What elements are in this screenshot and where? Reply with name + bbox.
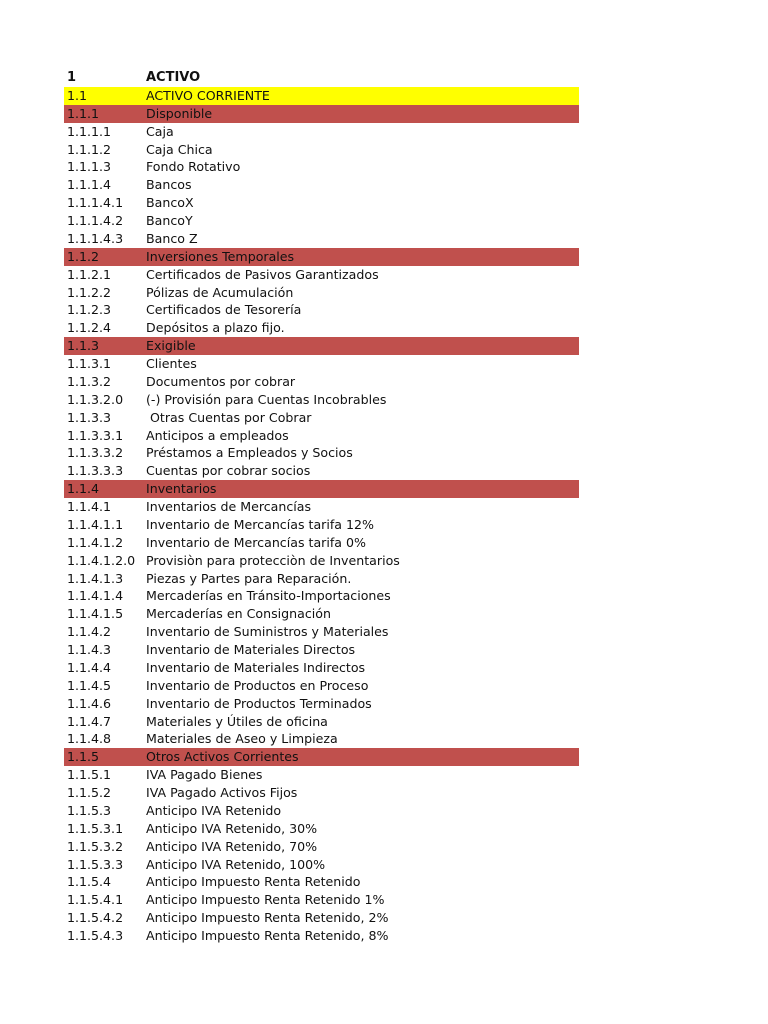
- account-code: 1.1.3.3: [67, 409, 112, 425]
- account-name: Mercaderías en Tránsito-Importaciones: [146, 588, 391, 604]
- account-code: 1.1.4.1.2: [67, 534, 124, 550]
- account-name: (-) Provisión para Cuentas Incobrables: [146, 391, 387, 407]
- account-name: Caja: [146, 123, 174, 139]
- account-code: 1.1.1.4: [67, 177, 112, 193]
- account-group-row: [64, 748, 579, 766]
- account-name: Piezas y Partes para Reparación.: [146, 570, 352, 586]
- account-code: 1.1.1.1: [67, 123, 112, 139]
- account-row: [64, 319, 579, 337]
- account-row: [64, 641, 579, 659]
- account-code: 1.1.1.4.2: [67, 213, 124, 228]
- account-name: Certificados de Tesorería: [146, 302, 302, 318]
- account-code: 1.1.4.4: [67, 659, 112, 675]
- account-name: BancoY: [146, 213, 193, 228]
- account-row: [64, 373, 579, 391]
- account-name: ACTIVO: [146, 70, 201, 85]
- account-name: Fondo Rotativo: [146, 159, 241, 175]
- account-name: Anticipo Impuesto Renta Retenido, 8%: [146, 928, 389, 943]
- account-group-row: [64, 248, 579, 266]
- account-row: [64, 695, 579, 713]
- account-name: Anticipo IVA Retenido, 100%: [146, 856, 326, 872]
- account-name: IVA Pagado Activos Fijos: [146, 785, 298, 800]
- account-row: [64, 212, 579, 230]
- account-name: Anticipo Impuesto Renta Retenido, 2%: [146, 910, 389, 926]
- account-name: Anticipo Impuesto Renta Retenido 1%: [146, 892, 385, 908]
- account-name: Inversiones Temporales: [146, 248, 295, 264]
- account-code: 1.1.3.3.3: [67, 463, 124, 479]
- account-code: 1.1.3.3.1: [67, 427, 124, 443]
- account-name: Documentos por cobrar: [146, 373, 296, 389]
- account-row: [64, 856, 579, 874]
- account-code: 1.1.2.4: [67, 320, 112, 336]
- account-code: 1.1.1.4.1: [67, 195, 124, 211]
- account-group-row: [64, 105, 579, 123]
- account-row: [64, 927, 579, 945]
- account-name: Materiales y Útiles de oficina: [146, 713, 328, 729]
- account-name: Inventario de Materiales Indirectos: [146, 659, 366, 675]
- account-row: [64, 194, 579, 212]
- account-code: 1.1.5.3.2: [67, 838, 124, 854]
- account-name: Exigible: [146, 338, 196, 354]
- account-row: [64, 570, 579, 588]
- account-code: 1.1.5.2: [67, 785, 112, 800]
- account-code: 1.1.3.2: [67, 373, 112, 389]
- account-code: 1.1.1.4.3: [67, 230, 124, 246]
- account-row: [64, 713, 579, 731]
- account-code: 1.1.5.3: [67, 802, 112, 818]
- account-name: Mercaderías en Consignación: [146, 606, 331, 622]
- account-code: 1.1.2: [67, 248, 100, 264]
- account-code: 1.1.3: [67, 338, 100, 354]
- account-code: 1.1.3.1: [67, 356, 112, 371]
- account-code: 1.1.5.1: [67, 767, 112, 783]
- account-name: Provisiòn para protecciòn de Inventarios: [146, 552, 400, 568]
- account-row: [64, 909, 579, 927]
- account-code: 1.1: [67, 87, 88, 103]
- account-row: [64, 158, 579, 176]
- account-name: Disponible: [146, 105, 213, 121]
- account-name: BancoX: [146, 195, 194, 211]
- account-code: 1.1.5.3.3: [67, 856, 124, 872]
- account-name: Anticipo IVA Retenido, 30%: [146, 820, 318, 836]
- account-row: [64, 141, 579, 159]
- account-code: 1.1.4.1.4: [67, 588, 124, 604]
- account-code: 1.1.4: [67, 481, 100, 497]
- account-code: 1.1.5.3.1: [67, 820, 124, 836]
- account-name: Inventario de Productos en Proceso: [146, 677, 369, 693]
- account-code: 1.1.5.4.1: [67, 892, 124, 908]
- account-code: 1.1.2.2: [67, 284, 112, 300]
- account-group-row: [64, 337, 579, 355]
- account-row: [64, 587, 579, 605]
- account-code: 1.1.4.1: [67, 499, 112, 514]
- account-name: Inventario de Materiales Directos: [146, 642, 356, 657]
- chart-of-accounts-sheet: [64, 69, 579, 945]
- account-name: Inventario de Mercancías tarifa 12%: [146, 516, 374, 532]
- account-name: Otras Cuentas por Cobrar: [146, 409, 312, 425]
- account-row: [64, 659, 579, 677]
- account-name: Certificados de Pasivos Garantizados: [146, 266, 379, 282]
- account-name: Inventario de Productos Terminados: [146, 695, 372, 711]
- account-code: 1: [67, 70, 77, 85]
- account-name: Cuentas por cobrar socios: [146, 463, 311, 479]
- account-code: 1.1.4.1.2.0: [67, 552, 136, 568]
- account-row: [64, 301, 579, 319]
- account-code: 1.1.2.3: [67, 302, 112, 318]
- account-code: 1.1.1: [67, 105, 100, 121]
- account-name: Caja Chica: [146, 141, 213, 157]
- account-code: 1.1.4.5: [67, 677, 112, 693]
- account-name: Inventario de Suministros y Materiales: [146, 624, 389, 640]
- account-row: [64, 427, 579, 445]
- account-code: 1.1.5.4.2: [67, 910, 124, 926]
- account-row: [64, 730, 579, 748]
- account-row: [64, 176, 579, 194]
- account-code: 1.1.5: [67, 749, 100, 765]
- account-row: [64, 677, 579, 695]
- account-code: 1.1.4.6: [67, 695, 112, 711]
- account-group-row: [64, 87, 579, 105]
- account-code: 1.1.5.4.3: [67, 928, 124, 943]
- account-name: Anticipos a empleados: [146, 427, 289, 443]
- account-row: [64, 605, 579, 623]
- account-row: [64, 266, 579, 284]
- account-name: Pólizas de Acumulación: [146, 284, 294, 300]
- account-name: Materiales de Aseo y Limpieza: [146, 731, 338, 747]
- account-name: Banco Z: [146, 230, 198, 246]
- account-name: Bancos: [146, 177, 192, 193]
- account-name: Otros Activos Corrientes: [146, 749, 299, 765]
- account-row: [64, 462, 579, 480]
- account-name: Anticipo IVA Retenido: [146, 802, 282, 818]
- account-code: 1.1.4.3: [67, 642, 112, 657]
- account-name: IVA Pagado Bienes: [146, 767, 263, 783]
- account-code: 1.1.4.2: [67, 624, 112, 640]
- account-row: [64, 516, 579, 534]
- account-row: [64, 873, 579, 891]
- account-row: [64, 444, 579, 462]
- account-name: Depósitos a plazo fijo.: [146, 320, 285, 336]
- account-row: [64, 391, 579, 409]
- account-name: Anticipo Impuesto Renta Retenido: [146, 874, 361, 890]
- account-row: [64, 123, 579, 141]
- account-row: [64, 534, 579, 552]
- account-row: [64, 891, 579, 909]
- account-name: ACTIVO CORRIENTE: [146, 87, 270, 103]
- account-code: 1.1.4.1.3: [67, 570, 124, 586]
- account-row: [64, 552, 579, 570]
- account-code: 1.1.3.2.0: [67, 391, 124, 407]
- account-group-row: [64, 480, 579, 498]
- account-name: Préstamos a Empleados y Socios: [146, 445, 353, 461]
- account-header-row: [64, 69, 579, 87]
- account-code: 1.1.5.4: [67, 874, 112, 890]
- account-row: [64, 820, 579, 838]
- account-name: Anticipo IVA Retenido, 70%: [146, 838, 318, 854]
- account-row: [64, 409, 579, 427]
- account-code: 1.1.1.2: [67, 141, 112, 157]
- account-code: 1.1.4.1.1: [67, 516, 124, 532]
- account-code: 1.1.1.3: [67, 159, 112, 175]
- account-row: [64, 355, 579, 373]
- account-name: Inventarios de Mercancías: [146, 499, 312, 514]
- account-name: Clientes: [146, 356, 197, 371]
- account-row: [64, 784, 579, 802]
- account-row: [64, 802, 579, 820]
- account-name: Inventario de Mercancías tarifa 0%: [146, 534, 366, 550]
- account-row: [64, 498, 579, 516]
- account-name: Inventarios: [146, 481, 217, 497]
- account-code: 1.1.4.7: [67, 713, 112, 729]
- account-row: [64, 838, 579, 856]
- account-row: [64, 623, 579, 641]
- account-code: 1.1.4.8: [67, 731, 112, 747]
- account-code: 1.1.3.3.2: [67, 445, 124, 461]
- account-row: [64, 284, 579, 302]
- account-row: [64, 766, 579, 784]
- account-row: [64, 230, 579, 248]
- account-code: 1.1.4.1.5: [67, 606, 124, 622]
- account-code: 1.1.2.1: [67, 266, 112, 282]
